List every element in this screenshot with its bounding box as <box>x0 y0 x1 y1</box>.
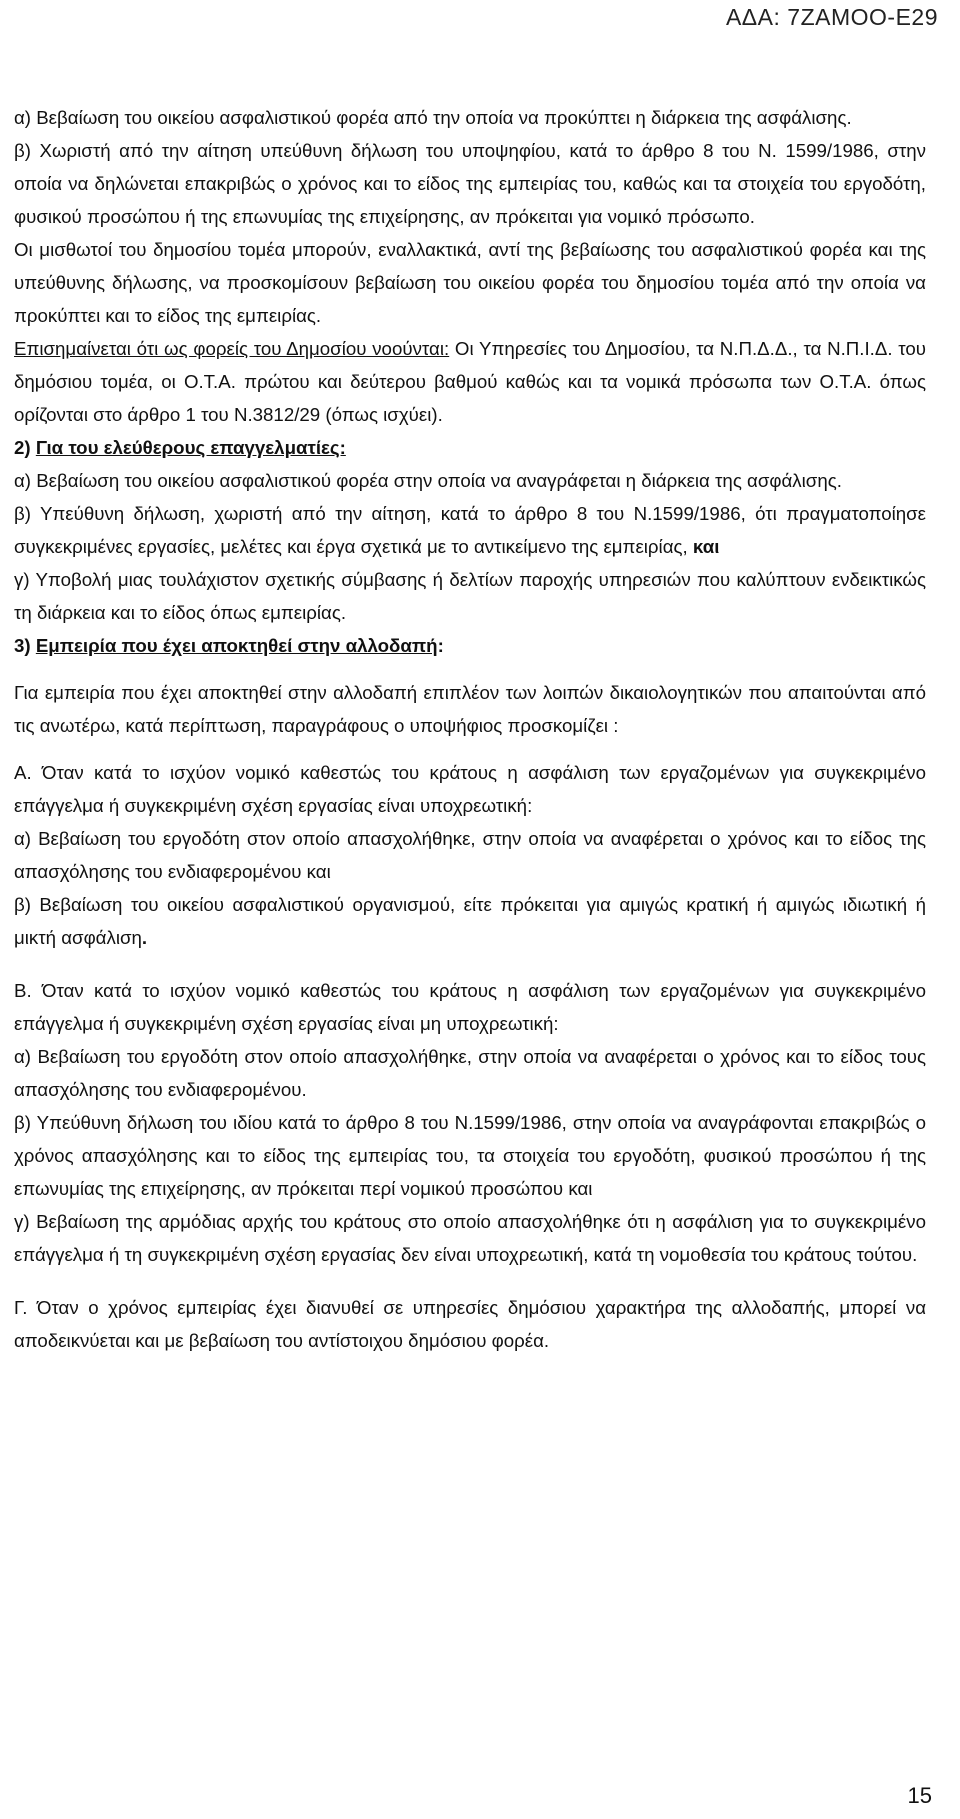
section-heading-2: 2) Για του ελεύθερους επαγγελματίες: <box>14 437 346 458</box>
paragraph: Β. Όταν κατά το ισχύον νομικό καθεστώς του κράτους η ασφάλιση των εργαζομένων για συγκεκριμένο επάγγελμα ή συγκεκριμένη σχέση εργασίας είναι μη υποχρεωτική: <box>14 980 926 1034</box>
document-body <box>14 101 926 1357</box>
paragraph-rest: Οι Υπηρεσίες του Δημοσίου, τα Ν.Π.Δ.Δ., τα Ν.Π.Ι.Δ. του δημόσιου τομέα, οι Ο.Τ.Α. πρώτου και δεύτερου βαθμού καθώς και τα νομικά πρόσωπα των Ο.Τ.Α. όπως ορίζονται στο άρθρο 1 του Ν.3812/29 (όπως ισχύει). <box>14 338 927 425</box>
paragraph: β) Χωριστή από την αίτηση υπεύθυνη δήλωση του υποψηφίου, κατά το άρθρο 8 του Ν. 1599/1986, στην οποία να δηλώνεται επακριβώς ο χρόνος και το είδος της εμπειρίας του, καθώς και τα στοιχεία του εργοδότη, φυσικού προσώπου ή της επωνυμίας της επιχείρησης, αν πρόκειται για νομικό πρόσωπο. <box>14 140 926 227</box>
paragraph: Οι μισθωτοί του δημοσίου τομέα μπορούν, εναλλακτικά, αντί της βεβαίωσης του ασφαλιστικού φορέα και της υπεύθυνης δήλωσης, να προσκομίσουν βεβαίωση του οικείου φορέα του δημοσίου τομέα από την οποία να προκύπτει και το είδος της εμπειρίας. <box>14 239 926 326</box>
paragraph: α) Βεβαίωση του οικείου ασφαλιστικού φορέα από την οποία να προκύπτει η διάρκεια της ασφάλισης. <box>14 107 852 128</box>
paragraph: Γ. Όταν ο χρόνος εμπειρίας έχει διανυθεί σε υπηρεσίες δημόσιου χαρακτήρα της αλλοδαπής, μπορεί να αποδεικνύεται και με βεβαίωση του αντίστοιχου δημόσιου φορέα. <box>14 1297 926 1351</box>
section-title: Για του ελεύθερους επαγγελματίες: <box>35 437 346 458</box>
paragraph: α) Βεβαίωση του οικείου ασφαλιστικού φορέα στην οποία να αναγράφεται η διάρκεια της ασφάλισης. <box>14 470 842 491</box>
page-number: 15 <box>907 1783 932 1808</box>
paragraph <box>14 332 926 431</box>
ada-code: ΑΔΑ: 7ΖΑΜΟΟ-Ε29 <box>725 4 938 30</box>
paragraph: Για εμπειρία που έχει αποκτηθεί στην αλλοδαπή επιπλέον των λοιπών δικαιολογητικών που απαιτούνται από τις ανωτέρω, κατά περίπτωση, παραγράφους ο υποψήφιος προσκομίζει : <box>14 682 926 736</box>
paragraph: α) Βεβαίωση του εργοδότη στον οποίο απασχολήθηκε, στην οποία να αναφέρεται ο χρόνος και το είδος της απασχόλησης του ενδιαφερομένου και <box>14 828 926 882</box>
paragraph: γ) Βεβαίωση της αρμόδιας αρχής του κράτους στο οποίο απασχολήθηκε ότι η ασφάλιση για το συγκεκριμένο επάγγελμα ή τη συγκεκριμένη σχέση εργασίας δεν είναι υποχρεωτική, κατά τη νομοθεσία του κράτους τούτου. <box>14 1211 926 1265</box>
section-title: Εμπειρία που έχει αποκτηθεί στην αλλοδαπή <box>35 635 438 656</box>
paragraph: β) Υπεύθυνη δήλωση του ιδίου κατά το άρθρο 8 του Ν.1599/1986, στην οποία να αναγράφονται επακριβώς ο χρόνος απασχόλησης και το είδος της εμπειρίας του, τα στοιχεία του εργοδότη, φυσικού προσώπου ή της επωνυμίας της επιχείρησης, αν πρόκειται περί νομικού προσώπου και <box>14 1112 926 1199</box>
paragraph: α) Βεβαίωση του εργοδότη στον οποίο απασχολήθηκε, στην οποία να αναφέρεται ο χρόνος και το είδος τους απασχόλησης του ενδιαφερομένου. <box>14 1046 926 1100</box>
underlined-phrase: Επισημαίνεται ότι ως φορείς του Δημοσίου νοούνται: <box>14 338 450 359</box>
section-heading-3: 3) Εμπειρία που έχει αποκτηθεί στην αλλοδαπή: <box>14 635 444 656</box>
paragraph: β) Βεβαίωση του οικείου ασφαλιστικού οργανισμού, είτε πρόκειται για αμιγώς κρατική ή αμιγώς ιδιωτική ή μικτή ασφάλιση. <box>14 894 926 948</box>
paragraph: γ) Υποβολή μιας τουλάχιστον σχετικής σύμβασης ή δελτίων παροχής υπηρεσιών που καλύπτουν ενδεικτικώς τη διάρκεια και το είδος όπως εμπειρίας. <box>14 569 926 623</box>
paragraph: β) Υπεύθυνη δήλωση, χωριστή από την αίτηση, κατά το άρθρο 8 του Ν.1599/1986, ότι πραγματοποίησε συγκεκριμένες εργασίες, μελέτες και έργα σχετικά με το αντικείμενο της εμπειρίας, και <box>14 503 926 557</box>
paragraph: Α. Όταν κατά το ισχύον νομικό καθεστώς του κράτους η ασφάλιση των εργαζομένων για συγκεκριμένο επάγγελμα ή συγκεκριμένη σχέση εργασίας είναι υποχρεωτική: <box>14 762 926 816</box>
